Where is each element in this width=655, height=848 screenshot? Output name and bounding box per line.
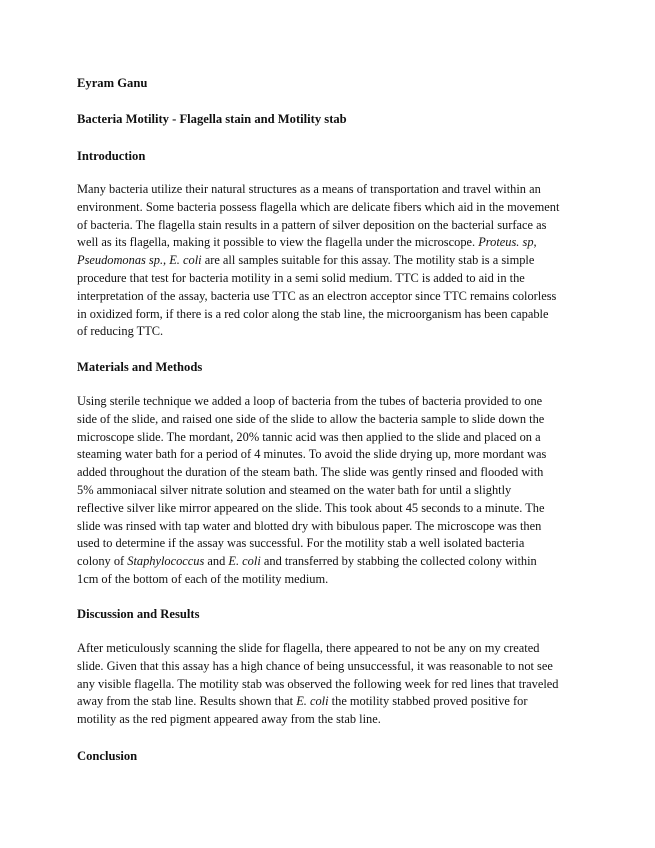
text-run: away from the stab line. Results shown that bbox=[77, 694, 297, 709]
document-title: Bacteria Motility - Flagella stain and Motility stab bbox=[77, 112, 347, 126]
text-line: environment. Some bacteria possess flagella which are delicate fibers which aid in the movement bbox=[77, 199, 560, 214]
text-line: slide. Given that this assay has a high chance of being unsuccessful, it was reasonable to not see bbox=[77, 658, 553, 673]
text-line: of reducing TTC. bbox=[77, 324, 164, 339]
discussion-results-paragraph bbox=[77, 640, 582, 729]
text-line: After meticulously scanning the slide for flagella, there appeared to not be any on my created bbox=[77, 641, 540, 655]
heading-introduction: Introduction bbox=[77, 149, 146, 163]
text-line: any visible flagella. The motility stab was observed the following week for red lines that traveled bbox=[77, 676, 559, 691]
heading-conclusion: Conclusion bbox=[77, 749, 138, 763]
introduction-paragraph bbox=[77, 181, 582, 341]
text-run: colony of bbox=[77, 554, 128, 569]
text-run: well as its flagella, making it possible to view the flagella under the microscope. bbox=[77, 235, 479, 250]
text-line bbox=[77, 252, 582, 270]
heading-materials-methods: Materials and Methods bbox=[77, 360, 203, 374]
materials-methods-paragraph bbox=[77, 393, 582, 589]
text-run: are all samples suitable for this assay. The motility stab is a simple bbox=[201, 253, 535, 268]
text-line: 5% ammoniacal silver nitrate solution and steamed on the water bath for until a slightly bbox=[77, 482, 512, 497]
text-line: steaming water bath for a period of 4 minutes. To avoid the slide drying up, more mordant was bbox=[77, 447, 547, 462]
text-line: slide was rinsed with tap water and blotted dry with bibulous paper. The microscope was then bbox=[77, 518, 542, 533]
text-line: side of the slide, and raised one side of the slide to allow the bacteria sample to slide down the bbox=[77, 411, 545, 426]
text-line: Many bacteria utilize their natural structures as a means of transportation and travel within an bbox=[77, 182, 541, 196]
text-line: in oxidized form, if there is a red color along the stab line, the microorganism has been capable bbox=[77, 306, 549, 321]
text-line: used to determine if the assay was successful. For the motility stab a well isolated bacteria bbox=[77, 536, 525, 551]
text-line: of bacteria. The flagella stain results in a pattern of silver deposition on the bacterial surface as bbox=[77, 217, 547, 232]
species-name: E. coli bbox=[228, 554, 261, 569]
text-line: 1cm of the bottom of each of the motility medium. bbox=[77, 571, 329, 586]
text-line bbox=[77, 693, 582, 711]
text-line bbox=[77, 553, 582, 571]
species-name: Staphylococcus bbox=[127, 554, 205, 569]
text-run: the motility stabbed proved positive for bbox=[328, 694, 528, 709]
text-line: interpretation of the assay, bacteria use TTC as an electron acceptor since TTC remains colorless bbox=[77, 288, 557, 303]
author-name: Eyram Ganu bbox=[77, 76, 148, 90]
text-line: added throughout the duration of the steam bath. The slide was gently rinsed and flooded with bbox=[77, 465, 544, 480]
heading-discussion-results: Discussion and Results bbox=[77, 607, 200, 621]
text-run: and transferred by stabbing the collected colony within bbox=[260, 554, 537, 569]
text-line: motility as the red pigment appeared away from the stab line. bbox=[77, 712, 381, 727]
text-line bbox=[77, 234, 582, 252]
text-line: reflective silver like mirror appeared on the slide. This took about 45 seconds to a minute. The bbox=[77, 500, 545, 515]
text-line: procedure that test for bacteria motility in a semi solid medium. TTC is added to aid in the bbox=[77, 270, 525, 285]
species-name: Pseudomonas sp., E. coli bbox=[77, 253, 202, 268]
species-name: Proteus. sp, bbox=[478, 235, 537, 250]
text-line: microscope slide. The mordant, 20% tannic acid was then applied to the slide and placed on a bbox=[77, 429, 541, 444]
species-name: E. coli bbox=[296, 694, 329, 709]
text-run: and bbox=[204, 554, 229, 569]
text-line: Using sterile technique we added a loop of bacteria from the tubes of bacteria provided to one bbox=[77, 394, 543, 408]
